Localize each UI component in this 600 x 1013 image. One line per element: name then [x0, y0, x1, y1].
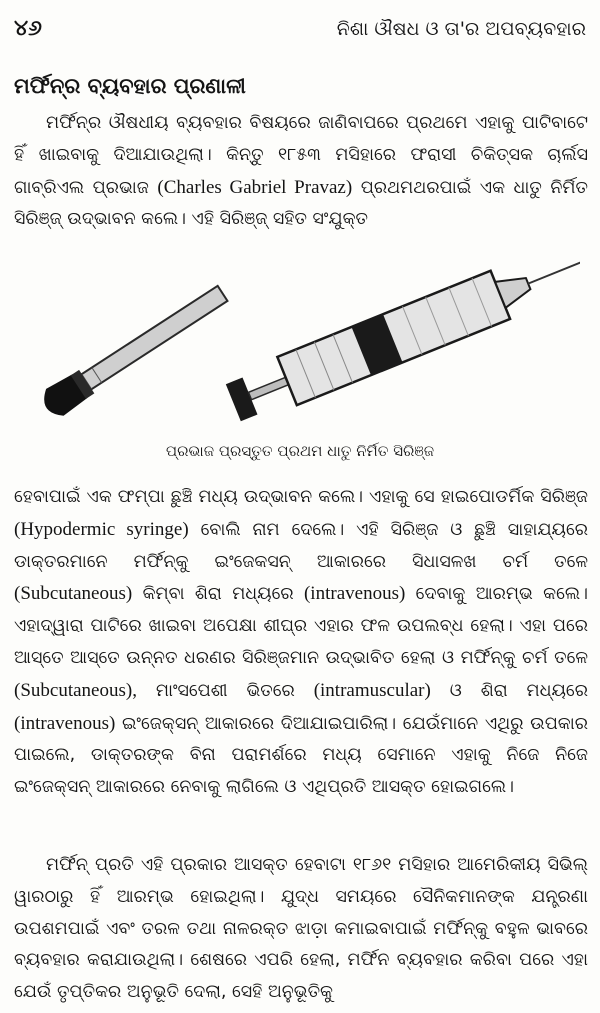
syringe-illustration — [20, 236, 580, 436]
paragraph-2-latin-1: (Hypodermic syringe) — [14, 518, 189, 540]
paragraph-1-text-a: ମର୍ଫିନ୍‌ର ଔଷଧୀୟ ବ୍ୟବହାର ବିଷୟରେ ଜାଣିବାପରେ ପ୍ରଥମେ ଏହାକୁ ପାଟିବାଟେ ହିଁ ଖାଇବାକୁ ଦିଆଯାଉଥିଲା। କିନ୍ତୁ ୧୮୫୩ ମସିହାରେ ଫରାସୀ ଚିକିତ୍ସକ ଚାର୍ଲସ ଗାବ୍ରିଏଲ ପ୍ରଭାଜ — [14, 113, 588, 198]
paragraph-2-text-6: ଓ ଶିରା ମଧ୍ୟରେ — [449, 680, 588, 701]
paragraph-1-text-b: ପ୍ରଥମଥରପାଇଁ ଏକ ଧାତୁ ନିର୍ମିତ ସିରିଞ୍ଜ୍ ଉଦ୍‌ଭାବନ କଲେ। ଏହି ସିରିଞ୍ଜ୍ ସହିତ ସଂଯୁକ୍ତ — [14, 177, 588, 230]
paragraph-2-text-5: ମାଂସପେଶୀ ଭିତରେ — [155, 680, 295, 701]
paragraph-2-latin-3: (intravenous) — [303, 583, 406, 605]
paragraph-2-text-1: ହେବାପାଇଁ ଏକ ଫମ୍ପା ଛୁଞ୍ଚି ମଧ୍ୟ ଉଦ୍‌ଭାବନ କଲେ। ଏହାକୁ ସେ ହାଇପୋଡର୍ମିକ ସିରିଞ୍ଜ — [14, 487, 588, 507]
paragraph-1-latin: (Charles Gabriel Pravaz) — [157, 176, 353, 198]
paragraph-2-latin-6: (intravenous) — [14, 712, 116, 734]
paragraph-2-text-3: କିମ୍ବା ଶିରା ମଧ୍ୟରେ — [142, 584, 294, 605]
metal-syringe-image — [224, 237, 580, 427]
paragraph-2-text-7: ଇଂଜେକ୍‌ସନ୍ ଆକାରରେ ଦିଆଯାଇପାରିଲା। ଯେଉଁମାନେ ଏଥିରୁ ଉପକାର ପାଇଲେ, ଡାକ୍ତରଙ୍କ ବିନା ପରାମର୍ଶରେ ମଧ୍ୟ ସେମାନେ ଏହାକୁ ନିଜେ ନିଜେ ଇଂଜେକ୍‌ସନ୍ ଆକାରରେ ନେବାକୁ ଲାଗିଲେ ଓ ଏଥିପ୍ରତି ଆସକ୍ତ ହୋଇଗଲେ। — [14, 713, 588, 798]
dropper-needle-image — [38, 280, 232, 421]
paragraph-2-latin-5: (intramuscular) — [313, 679, 431, 701]
paragraph-2-latin-2: (Subcutaneous) — [14, 583, 133, 605]
paragraph-2 — [14, 482, 588, 804]
paragraph-2-latin-4: (Subcutaneous), — [14, 679, 137, 701]
page-header — [14, 16, 586, 46]
figure-caption: ପ୍ରଭାଜ ପ୍ରସ୍ତୁତ ପ୍ରଥମ ଧାତୁ ନିର୍ମିତ ସିରିଞ୍ଜ — [165, 442, 435, 460]
running-title: ନିଶା ଔଷଧ ଓ ତା'ର ଅପବ୍ୟବହାର — [336, 18, 586, 40]
page-number: ୪୬ — [14, 16, 42, 41]
syringe-figure — [20, 236, 580, 436]
paragraph-2-text-4: ଦେବାକୁ ଆରମ୍ଭ କଲେ। ଏହାଦ୍ୱାରା ପାଟିରେ ଖାଇବା ଅପେକ୍ଷା ଶୀଘ୍ର ଏହାର ଫଳ ଉପଲବ୍ଧ ହେଲା। ଏହା ପରେ ଆସ୍ତେ ଆସ୍ତେ ଉନ୍ନତ ଧରଣର ସିରିଞ୍ଜମାନ ଉଦ୍‌ଭାବିତ ହେଲା ଓ ମର୍ଫିନ୍‌କୁ ଚର୍ମ ତଳେ — [14, 584, 588, 668]
section-heading: ମର୍ଫିନ୍‌ର ବ୍ୟବହାର ପ୍ରଣାଳୀ — [14, 74, 246, 98]
paragraph-3: ମର୍ଫିନ୍ ପ୍ରତି ଏହି ପ୍ରକାର ଆସକ୍ତ ହେବାଟା ୧୮୬୧ ମସିହାର ଆମେରିକୀୟ ସିଭିଲ୍ ୱାରଠାରୁ ହିଁ ଆରମ୍ଭ ହୋଇଥିଲା। ଯୁଦ୍ଧ ସମୟରେ ସୈନିକମାନଙ୍କ ଯନ୍ତ୍ରଣା ଉପଶମପାଇଁ ଏବଂ ତରଳ ତଥା ନାଳରକ୍ତ ଝାଡ଼ା କମାଇବାପାଇଁ ମର୍ଫିନ୍‌କୁ ବହୁଳ ଭାବରେ ବ୍ୟବହାର କରାଯାଉଥିଲା। ଶେଷରେ ଏପରି ହେଲା, ମର୍ଫିନ ବ୍ୟବହାର କରିବା ପରେ ଏହା ଯେଉଁ ତୃପ୍ତିକର ଅନୁଭୂତି ଦେଲା, ସେହି ଅନୁଭୂତିକୁ — [14, 855, 588, 1003]
paragraph-2-text-2: ବୋଲି ନାମ ଦେଲେ। ଏହି ସିରିଞ୍ଜ ଓ ଛୁଞ୍ଚି ସାହାଯ୍ୟରେ ଡାକ୍ତରମାନେ ମର୍ଫିନ୍‌କୁ ଇଂଜେକସନ୍ ଆକାରରେ ସିଧାସଳଖ ଚର୍ମ ତଳେ — [14, 519, 588, 572]
paragraph-1 — [14, 108, 588, 236]
